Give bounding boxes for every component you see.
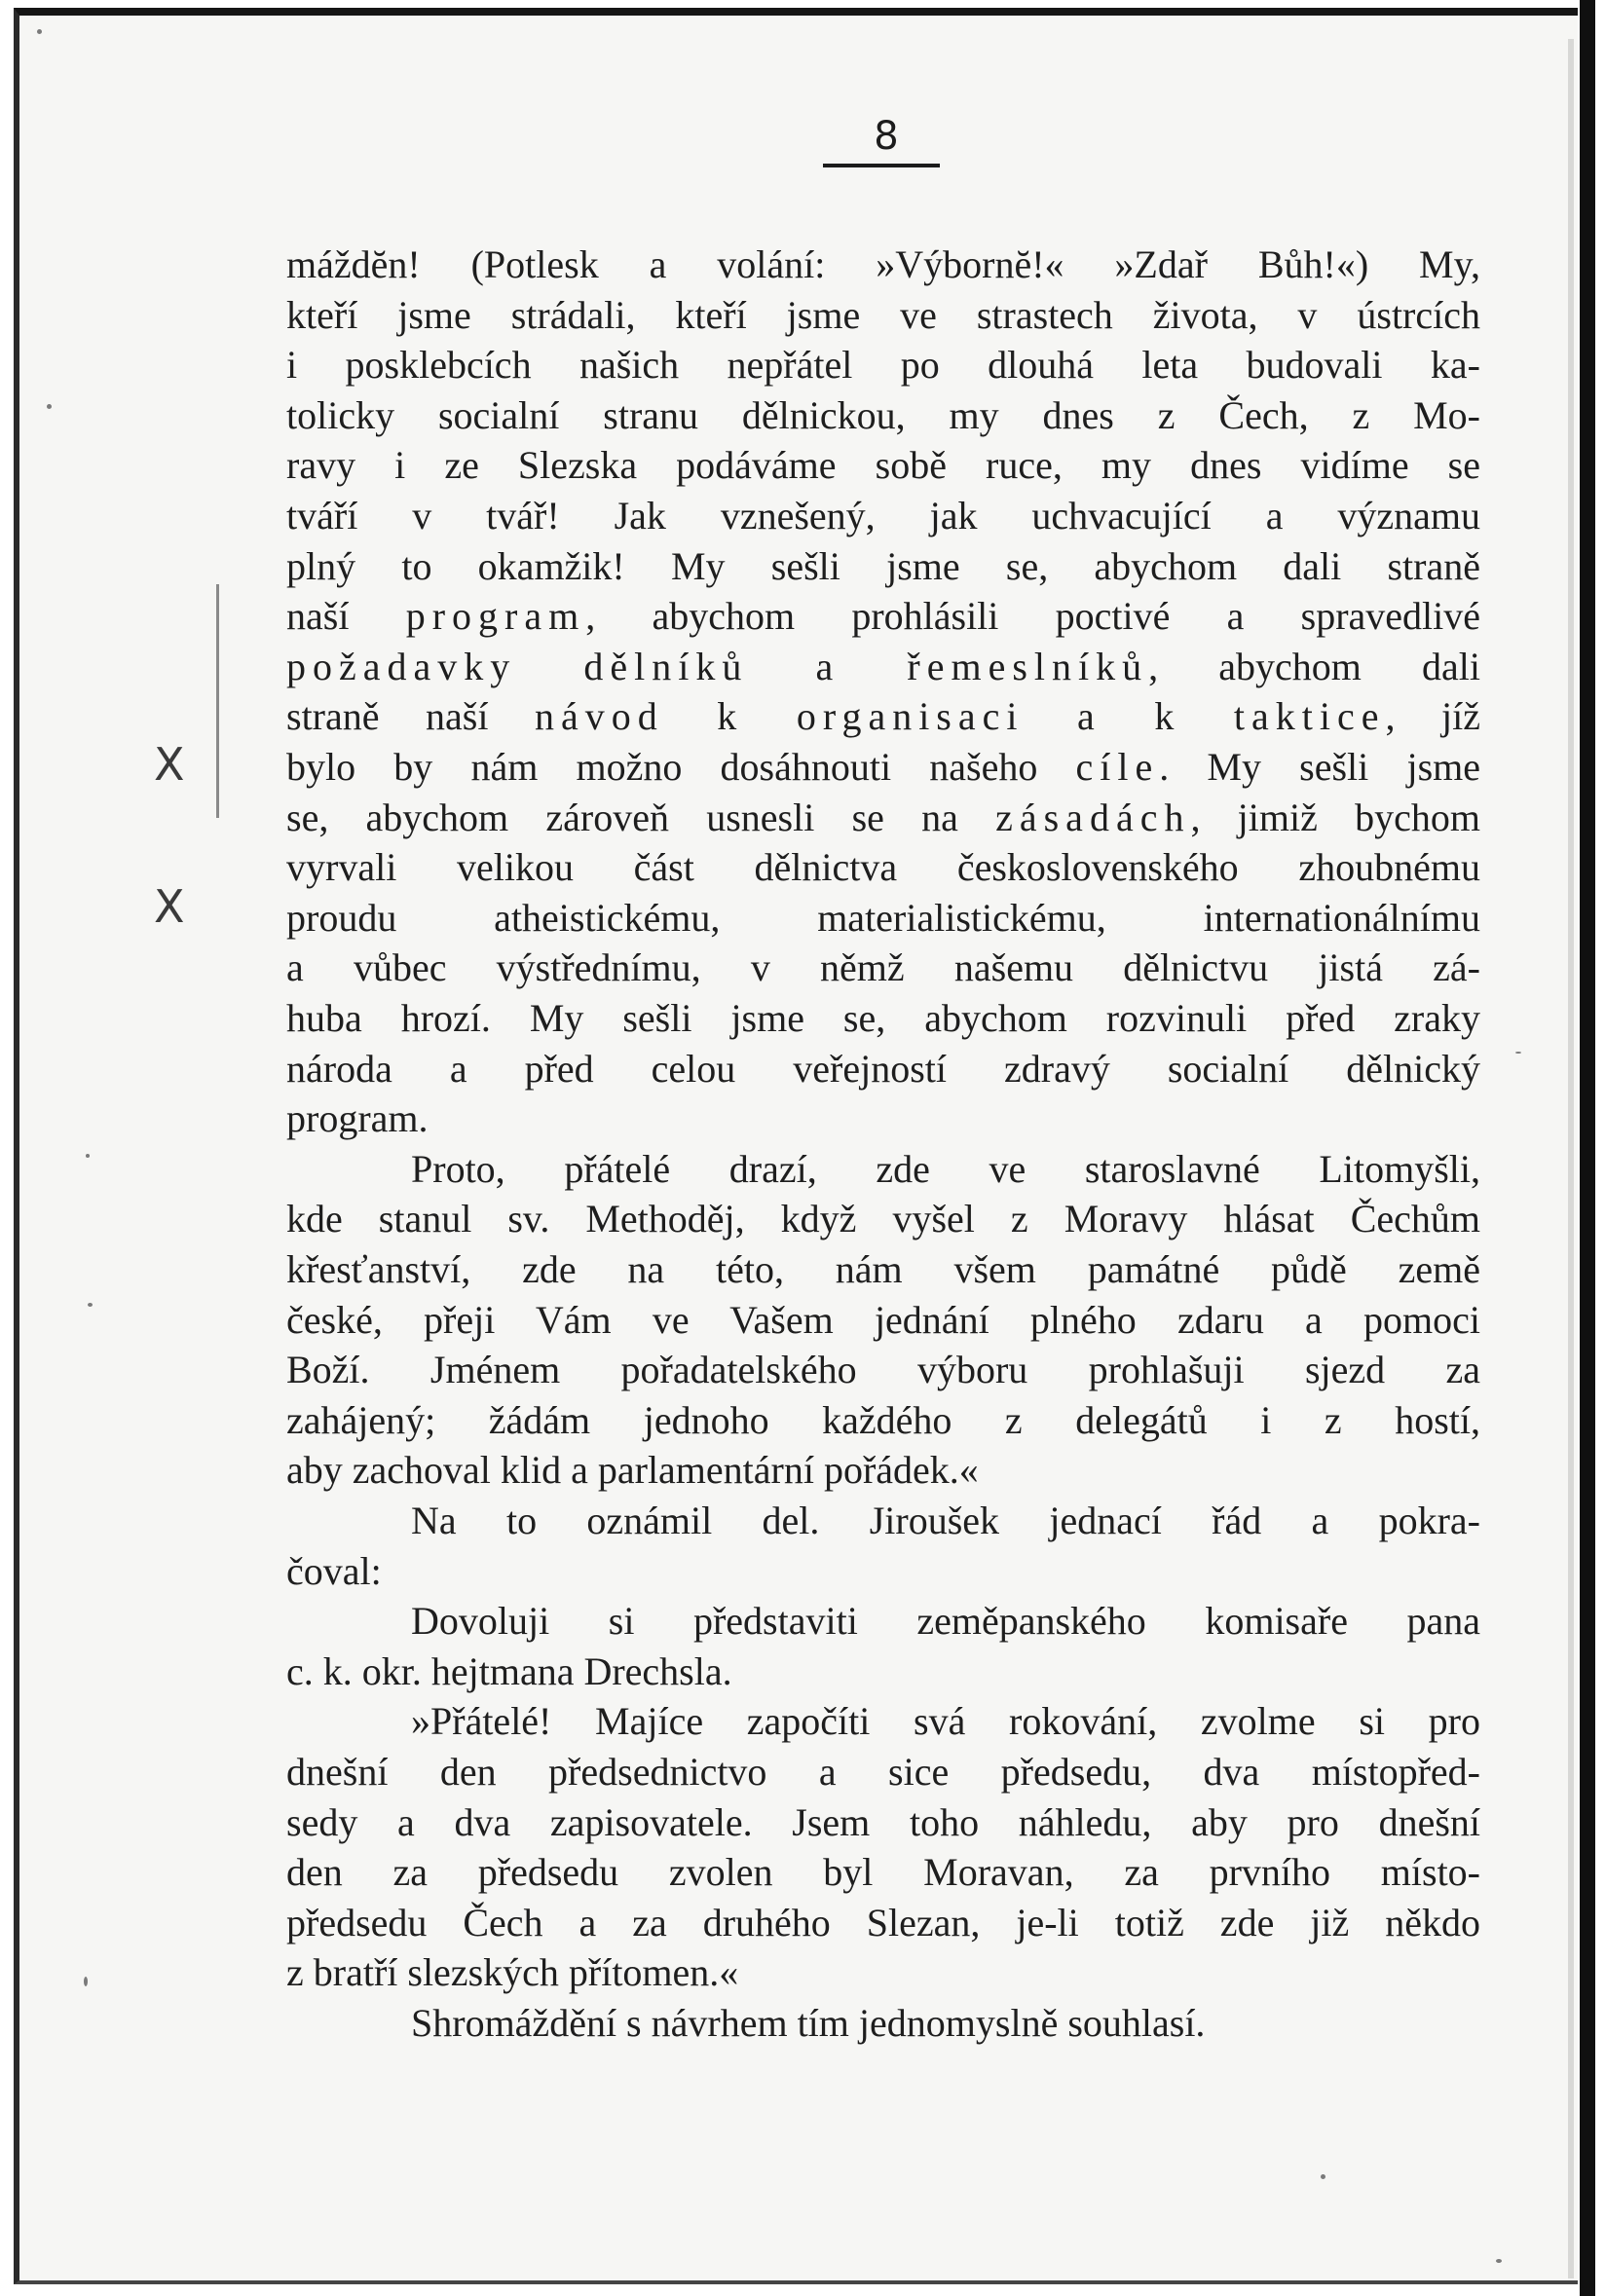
paper-speck (1496, 2259, 1502, 2263)
text-line (286, 943, 1480, 993)
text-run: čoval: (286, 1548, 382, 1593)
text-line (286, 491, 1480, 541)
text-run: kteří jsme strádali, kteří jsme ve strastech života, v ústrcích (286, 292, 1480, 337)
text-run: Shromáždění s návrhem tím jednomyslně souhlasí. (411, 2001, 1206, 2045)
text-line (411, 1144, 1480, 1195)
text-line (286, 541, 1480, 592)
paper-speck (88, 1303, 93, 1307)
page-edge-shadow (1580, 0, 1595, 2296)
text-run: tolicky socialní stranu dělnickou, my dnes z Čech, z Mo- (286, 392, 1480, 437)
text-run: národa a před celou veřejností zdravý socialní dělnický (286, 1046, 1480, 1091)
text-line (286, 642, 1480, 692)
text-run: ravy i ze Slezska podáváme sobě ruce, my dnes vidíme se (286, 443, 1480, 488)
text-line (286, 1847, 1480, 1898)
text-run: sedy a dva zapisovatele. Jsem toho náhledu, aby pro dnešní (286, 1799, 1480, 1844)
paper-speck (84, 1977, 88, 1986)
text-line (411, 1998, 1480, 2049)
text-run: Boží. Jménem pořadatelského výboru prohlašuji sjezd za (286, 1348, 1480, 1392)
text-run: zahájený; žádám jednoho každého z delegátů i z hostí, (286, 1397, 1480, 1442)
text-run: z bratří slezských přítomen.« (286, 1950, 739, 1995)
text-line (286, 591, 1480, 642)
text-run: , jíž (1385, 694, 1480, 739)
text-run: . My sešli jsme (1159, 745, 1480, 789)
page-number: 8 (874, 114, 899, 159)
text-run: c. k. okr. hejtmana Drechsla. (286, 1648, 732, 1693)
text-run: bylo by nám možno dosáhnouti našeho (286, 745, 1076, 789)
text-line (286, 1947, 1480, 1998)
text-run: »Přátelé! Majíce započíti svá rokování, zvolme si pro (411, 1699, 1480, 1744)
text-run: huba hrozí. My sešli jsme se, abychom rozvinuli před zraky (286, 996, 1480, 1040)
text-run: dnešní den předsednictvo a sice předsedu, dva místopřed- (286, 1750, 1480, 1794)
text-run: , abychom dali (1148, 644, 1480, 688)
paper-speck (1321, 2174, 1325, 2179)
text-run: křesťanství, zde na této, nám všem památné půdě země (286, 1247, 1480, 1291)
text-line (286, 1194, 1480, 1244)
text-run: proudu atheistickému, materialistickému, internationálnímu (286, 895, 1480, 940)
text-line (286, 842, 1480, 893)
emphasized-text: zásadách (995, 795, 1191, 839)
text-line (411, 1696, 1480, 1747)
page-edge-highlight (1568, 39, 1574, 2278)
text-run: straně naší (286, 694, 536, 739)
text-line (286, 1797, 1480, 1848)
paper-speck (86, 1154, 90, 1158)
text-line (286, 1546, 1480, 1597)
text-line (411, 1496, 1480, 1546)
text-line (286, 742, 1480, 793)
text-run: naší (286, 594, 406, 639)
text-line (286, 290, 1480, 341)
text-run: , abychom prohlásili poctivé a spravedlivé (585, 594, 1481, 639)
margin-annotation-line (216, 584, 219, 818)
text-run: Dovoluji si představiti zeměpanského komisaře pana (411, 1599, 1480, 1644)
emphasized-text: program (405, 594, 586, 639)
text-line (286, 240, 1480, 290)
text-run: den za předsedu zvolen byl Moravan, za prvního místo- (286, 1850, 1480, 1895)
text-line (286, 1295, 1480, 1346)
text-line (286, 1093, 1480, 1144)
text-line (286, 340, 1480, 390)
text-line (286, 1445, 1480, 1496)
text-line (286, 1747, 1480, 1797)
text-run: kde stanul sv. Methoděj, když vyšel z Moravy hlásat Čechům (286, 1197, 1480, 1241)
text-line (286, 1647, 1480, 1697)
text-run: české, přeji Vám ve Vašem jednání plného zdaru a pomoci (286, 1297, 1480, 1342)
emphasized-text: návod k organisaci a k taktice (535, 694, 1386, 739)
text-line (286, 1898, 1480, 1948)
margin-annotation-x-2: X (154, 880, 185, 933)
text-line (286, 1395, 1480, 1446)
text-line (286, 893, 1480, 944)
paper-speck (37, 29, 42, 34)
text-line (286, 1044, 1480, 1094)
text-run: plný to okamžik! My sešli jsme se, abychom dali straně (286, 543, 1480, 588)
margin-annotation-x-1: X (154, 738, 185, 791)
text-run: předsedu Čech a za druhého Slezan, je-li totiž zde již někdo (286, 1900, 1480, 1944)
text-line (286, 993, 1480, 1044)
text-run: program. (286, 1096, 429, 1141)
text-line (286, 793, 1480, 843)
text-line (286, 691, 1480, 742)
text-line (286, 1345, 1480, 1395)
page-number-rule (823, 164, 940, 167)
text-run: vyrvali velikou část dělnictva československého zhoubnému (286, 845, 1480, 890)
text-run: se, abychom zároveň usnesli se na (286, 795, 996, 839)
text-run: aby zachoval klid a parlamentární pořádek.« (286, 1448, 979, 1493)
text-run: Proto, přátelé drazí, zde ve staroslavné Litomyšli, (411, 1146, 1480, 1191)
text-line (411, 1596, 1480, 1647)
text-run: , jimiž bychom (1190, 795, 1480, 839)
text-run: máždĕn! (Potlesk a volání: »Výbornĕ!« »Zdař Bůh!«) My, (286, 242, 1480, 286)
text-line (286, 390, 1480, 441)
text-run: a vůbec výstřednímu, v němž našemu dělnictvu jistá zá- (286, 945, 1480, 990)
paper-speck (47, 404, 52, 409)
text-line (286, 440, 1480, 491)
emphasized-text: požadavky dělníků a řemeslníků (286, 644, 1149, 688)
text-line (286, 1244, 1480, 1295)
paper-speck (1515, 1052, 1521, 1054)
text-run: i posklebcích našich nepřátel po dlouhá leta budovali ka- (286, 343, 1480, 388)
emphasized-text: cíle (1075, 745, 1160, 789)
text-run: tváří v tvář! Jak vznešený, jak uchvacující a významu (286, 494, 1480, 537)
text-run: Na to oznámil del. Jiroušek jednací řád a pokra- (411, 1499, 1480, 1542)
